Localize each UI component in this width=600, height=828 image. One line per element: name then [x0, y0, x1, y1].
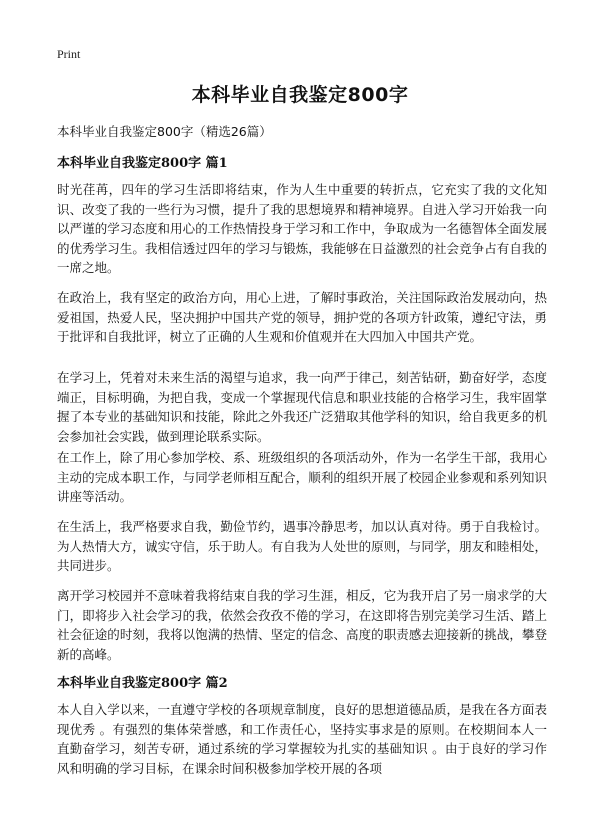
- paragraph: 在政治上，我有坚定的政治方向，用心上进，了解时事政治，关注国际政治发展动向，热爱祖国，热爱人民，坚决拥护中国共产党的领导，拥护党的各项方针政策，遵纪守法，勇于批评和自我批评，树立了正确的人生观和价值观并在大四加入中国共产党。: [57, 290, 547, 344]
- paragraph: 在生活上，我严格要求自我，勤俭节约，遇事冷静思考，加以认真对待。勇于自我检讨。为人热情大方，诚实守信，乐于助人。有自我为人处世的原则，与同学，朋友和睦相处，共同进步。: [57, 519, 547, 573]
- paragraph: 在学习上，凭着对未来生活的渴望与追求，我一向严于律己，刻苦钻研，勤奋好学，态度端正，目标明确，为把自我，变成一个掌握现代信息和职业技能的合格学习生，我牢固掌握了本专业的基础知识和技能，除此之外我还广泛猎取其他学科的知识，给自我更多的机会参加社会实践，做到理论联系实际。: [57, 370, 547, 444]
- print-label: Print: [57, 47, 81, 61]
- paragraph: 本人自入学以来，一直遵守学校的各项规章制度，良好的思想道德品质，是我在各方面表现优秀 。有强烈的集体荣誉感，和工作责任心，坚持实事求是的原则。在校期间本人一直勤奋学习，刻苦专研，通过系统的学习掌握较为扎实的基础知识 。由于良好的学习作风和明确的学习目标，在课余时间积极参加学校开展的各项: [57, 702, 547, 776]
- subtitle: 本科毕业自我鉴定800字（精选26篇）: [57, 124, 272, 139]
- paragraph: 时光荏苒，四年的学习生活即将结束，作为人生中重要的转折点，它充实了我的文化知识、改变了我的一些行为习惯，提升了我的思想境界和精神境界。自进入学习开始我一向以严谨的学习态度和用心的工作热情投身于学习和工作中，争取成为一名德智体全面发展的优秀学习生。我相信透过四年的学习与锻炼，我能够在日益激烈的社会竞争占有自我的一席之地。: [57, 182, 547, 275]
- page-title: 本科毕业自我鉴定800字: [191, 84, 409, 106]
- section-heading-2: 本科毕业自我鉴定800字 篇2: [57, 676, 228, 691]
- paragraph: 在工作上，除了用心参加学校、系、班级组织的各项活动外，作为一名学生干部，我用心主动的完成本职工作，与同学老师相互配合，顺利的组织开展了校园企业参观和系列知识讲座等活动。: [57, 450, 547, 504]
- section-heading-1: 本科毕业自我鉴定800字 篇1: [57, 156, 228, 171]
- paragraph: 离开学习校园并不意味着我将结束自我的学习生涯，相反，它为我开启了另一扇求学的大门，即将步入社会学习的我，依然会孜孜不倦的学习，在这即将告别完美学习生活、踏上社会征途的时刻，我将以饱满的热情、坚定的信念、高度的职责感去迎接新的挑战，攀登新的高峰。: [57, 588, 547, 662]
